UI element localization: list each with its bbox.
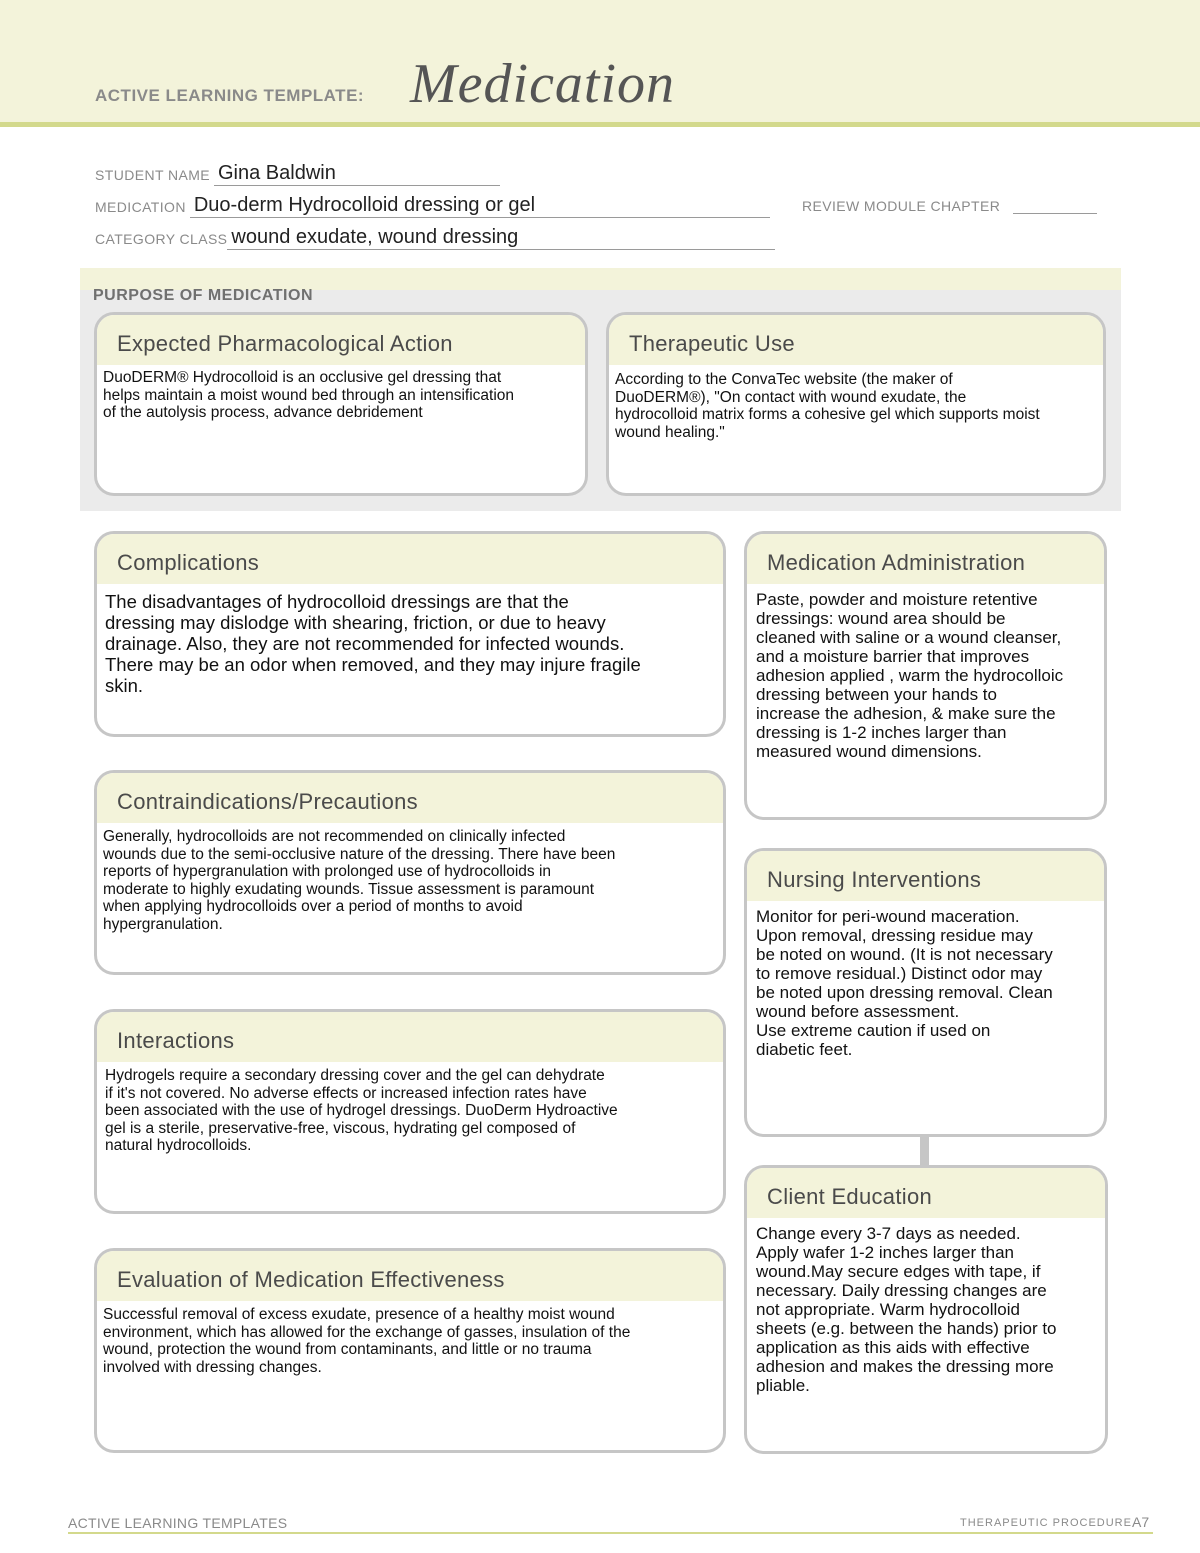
page-number: A7	[1132, 1514, 1150, 1530]
evaluation-title: Evaluation of Medication Effectiveness	[97, 1251, 723, 1301]
therapeutic-use-text[interactable]: According to the ConvaTec website (the maker of DuoDERM®), "On contact with wound exudate, the hydrocolloid matrix forms a cohesive gel which supports moist wound healing."	[615, 371, 1040, 441]
evaluation-text[interactable]: Successful removal of excess exudate, presence of a healthy moist wound environment, which has allowed for the exchange of gasses, insulation of the wound, protection the wound from contaminants, and little or no trauma involved with dressing changes.	[103, 1306, 631, 1376]
nursing-interventions-card	[744, 848, 1107, 1137]
therapeutic-use-card	[606, 312, 1106, 496]
category-class-label: CATEGORY CLASS	[95, 231, 228, 247]
footer-left-label: ACTIVE LEARNING TEMPLATES	[68, 1515, 288, 1531]
category-class-row	[95, 222, 775, 250]
medication-row	[95, 190, 770, 218]
contraindications-title: Contraindications/Precautions	[97, 773, 723, 823]
interactions-text[interactable]: Hydrogels require a secondary dressing cover and the gel can dehydrate if it's not covered. No adverse effects or increased infection rates have been associated with the use of hydrogel dressings. DuoDerm Hydroactive gel is a sterile, preservative-free, viscous, hydrating gel composed of natural hydrocolloids.	[105, 1067, 618, 1154]
complications-text[interactable]: The disadvantages of hydrocolloid dressings are that the dressing may dislodge with shearing, friction, or due to heavy drainage. Also, they are not recommended for infected wounds. There may be an odor when removed, and they may injure fragile skin.	[105, 591, 641, 696]
header-rule	[0, 122, 1200, 127]
therapeutic-use-title: Therapeutic Use	[609, 315, 1103, 365]
medication-administration-text[interactable]: Paste, powder and moisture retentive dressings: wound area should be cleaned with saline or a wound cleanser, and a moisture barrier that improves adhesion applied , warm the hydrocolloic dressing between your hands to increase the adhesion, & make sure the dressing is 1-2 inches larger than measured wound dimensions.	[756, 590, 1064, 761]
interactions-title: Interactions	[97, 1012, 723, 1062]
complications-card	[94, 531, 726, 737]
expected-action-title: Expected Pharmacological Action	[97, 315, 585, 365]
footer-rule	[68, 1532, 1153, 1534]
student-name-row	[95, 158, 500, 186]
connector-bar	[920, 1135, 929, 1165]
expected-action-text[interactable]: DuoDERM® Hydrocolloid is an occlusive gel dressing that helps maintain a moist wound bed through an intensification of the autolysis process, advance debridement	[103, 369, 515, 421]
review-module-field[interactable]	[1013, 213, 1097, 214]
footer-right-label: THERAPEUTIC PROCEDURE	[960, 1517, 1132, 1529]
page-title: Medication	[410, 53, 676, 115]
template-label: ACTIVE LEARNING TEMPLATE:	[95, 86, 365, 105]
review-module-label: REVIEW MODULE CHAPTER	[802, 198, 1001, 214]
medication-label: MEDICATION	[95, 199, 186, 215]
contraindications-text[interactable]: Generally, hydrocolloids are not recommended on clinically infected wounds due to the semi-occlusive nature of the dressing. There have been reports of hypergranulation with prolonged use of hydrocolloids in moderate to highly exudating wounds. Tissue assessment is paramount when applying hydrocolloids over a period of months to avoid hypergranulation.	[103, 828, 616, 933]
interactions-card	[94, 1009, 726, 1214]
nursing-interventions-text[interactable]: Monitor for peri-wound maceration. Upon removal, dressing residue may be noted on wound. (It is not necessary to remove residual.) Distinct odor may be noted upon dressing removal. Clean wound before assessment. Use extreme caution if used on diabetic feet.	[756, 907, 1053, 1059]
category-class-field[interactable]: wound exudate, wound dressing	[227, 226, 775, 250]
medication-administration-title: Medication Administration	[747, 534, 1104, 584]
medication-administration-card	[744, 531, 1107, 820]
client-education-text[interactable]: Change every 3-7 days as needed. Apply wafer 1-2 inches larger than wound.May secure edges with tape, if necessary. Daily dressing changes are not appropriate. Warm hydrocolloid sheets (e.g. between the hands) prior to application as this aids with effective adhesion and makes the dressing more pliable.	[756, 1224, 1057, 1395]
evaluation-card	[94, 1248, 726, 1453]
student-name-field[interactable]: Gina Baldwin	[214, 162, 500, 186]
contraindications-card	[94, 770, 726, 975]
client-education-card	[744, 1165, 1108, 1454]
client-education-title: Client Education	[747, 1168, 1105, 1218]
student-name-label: STUDENT NAME	[95, 167, 210, 183]
medication-field[interactable]: Duo-derm Hydrocolloid dressing or gel	[190, 194, 770, 218]
complications-title: Complications	[97, 534, 723, 584]
purpose-heading: PURPOSE OF MEDICATION	[93, 287, 313, 304]
expected-action-card	[94, 312, 588, 496]
nursing-interventions-title: Nursing Interventions	[747, 851, 1104, 901]
